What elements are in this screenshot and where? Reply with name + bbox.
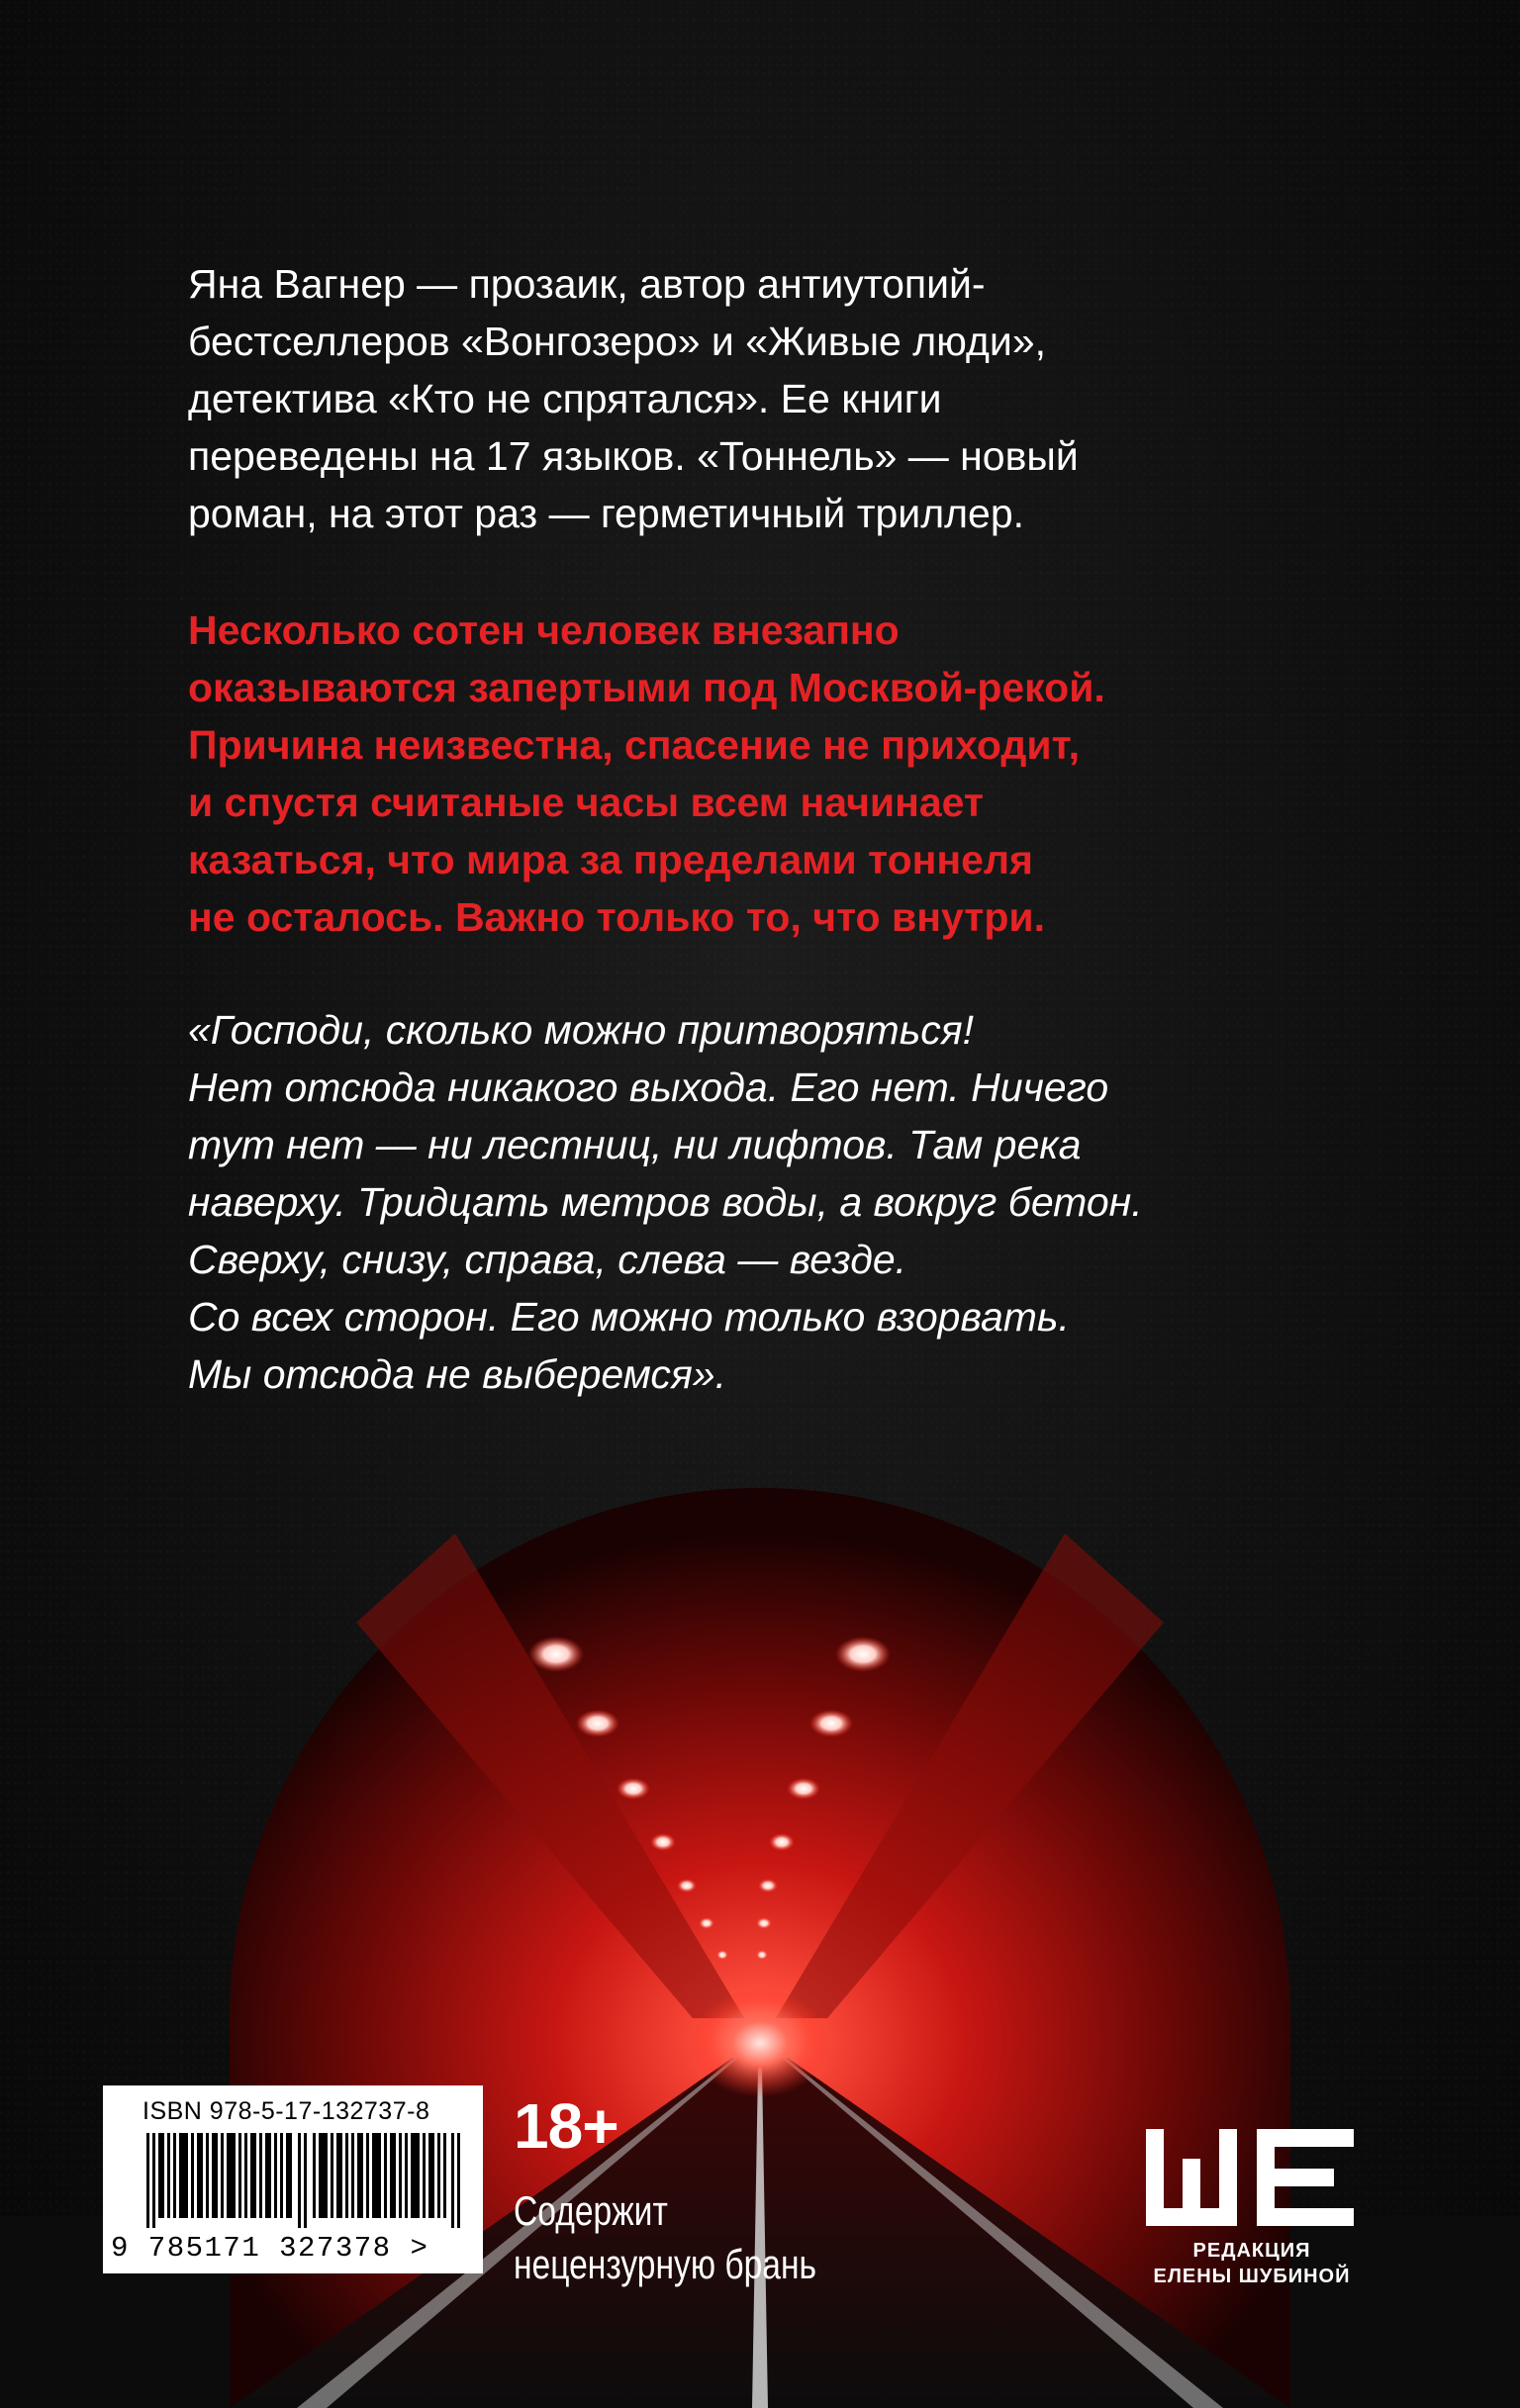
bio-line: детектива «Кто не спрятался». Ее книги (188, 376, 942, 421)
blurb-line: оказываются запертыми под Москвой-рекой. (188, 665, 1105, 710)
book-blurb (188, 602, 1336, 946)
quote-line: Сверху, снизу, справа, слева — везде. (188, 1237, 907, 1282)
quote-line: тут нет — ни лестниц, ни лифтов. Там река (188, 1122, 1082, 1167)
quote-line: Мы отсюда не выберемся». (188, 1351, 726, 1397)
warning-line: нецензурную брань (514, 2241, 817, 2287)
publisher-name (1108, 2238, 1395, 2289)
age-rating-badge: 18+ (514, 2090, 618, 2162)
publisher-line: ЕЛЕНЫ ШУБИНОЙ (1153, 2266, 1351, 2287)
bio-line: бестселлеров «Вонгозеро» и «Живые люди», (188, 319, 1047, 364)
isbn-number: ISBN 978-5-17-132737-8 (142, 2097, 430, 2125)
barcode-panel (103, 2085, 483, 2273)
blurb-line: и спустя считаные часы всем начинает (188, 780, 984, 825)
bio-line: роман, на этот раз — герметичный триллер. (188, 491, 1025, 536)
bio-line: Яна Вагнер — прозаик, автор антиутопий- (188, 261, 986, 307)
content-warning (514, 2184, 816, 2291)
warning-line: Содержит (514, 2187, 668, 2234)
author-bio (188, 255, 1336, 542)
tunnel-vanishing-point (691, 1989, 829, 2097)
publisher-line: РЕДАКЦИЯ (1192, 2240, 1311, 2262)
quote-line: Нет отсюда никакого выхода. Его нет. Ничего (188, 1065, 1109, 1110)
bio-line: переведены на 17 языков. «Тоннель» — новый (188, 433, 1079, 479)
quote-line: наверху. Тридцать метров воды, а вокруг бетон. (188, 1179, 1143, 1225)
barcode-bars (146, 2133, 463, 2228)
blurb-line: Несколько сотен человек внезапно (188, 607, 900, 653)
quote-line: Со всех сторон. Его можно только взорвать. (188, 1294, 1070, 1340)
blurb-line: не осталось. Важно только то, что внутри. (188, 894, 1045, 940)
quote-line: «Господи, сколько можно притворяться! (188, 1007, 975, 1053)
book-quote (188, 1001, 1336, 1403)
blurb-line: казаться, что мира за пределами тоннеля (188, 837, 1033, 882)
blurb-line: Причина неизвестна, спасение не приходит, (188, 722, 1080, 768)
barcode-digits: 9 785171 327378 > (111, 2232, 429, 2265)
shubina-logo-icon (1146, 2129, 1354, 2226)
